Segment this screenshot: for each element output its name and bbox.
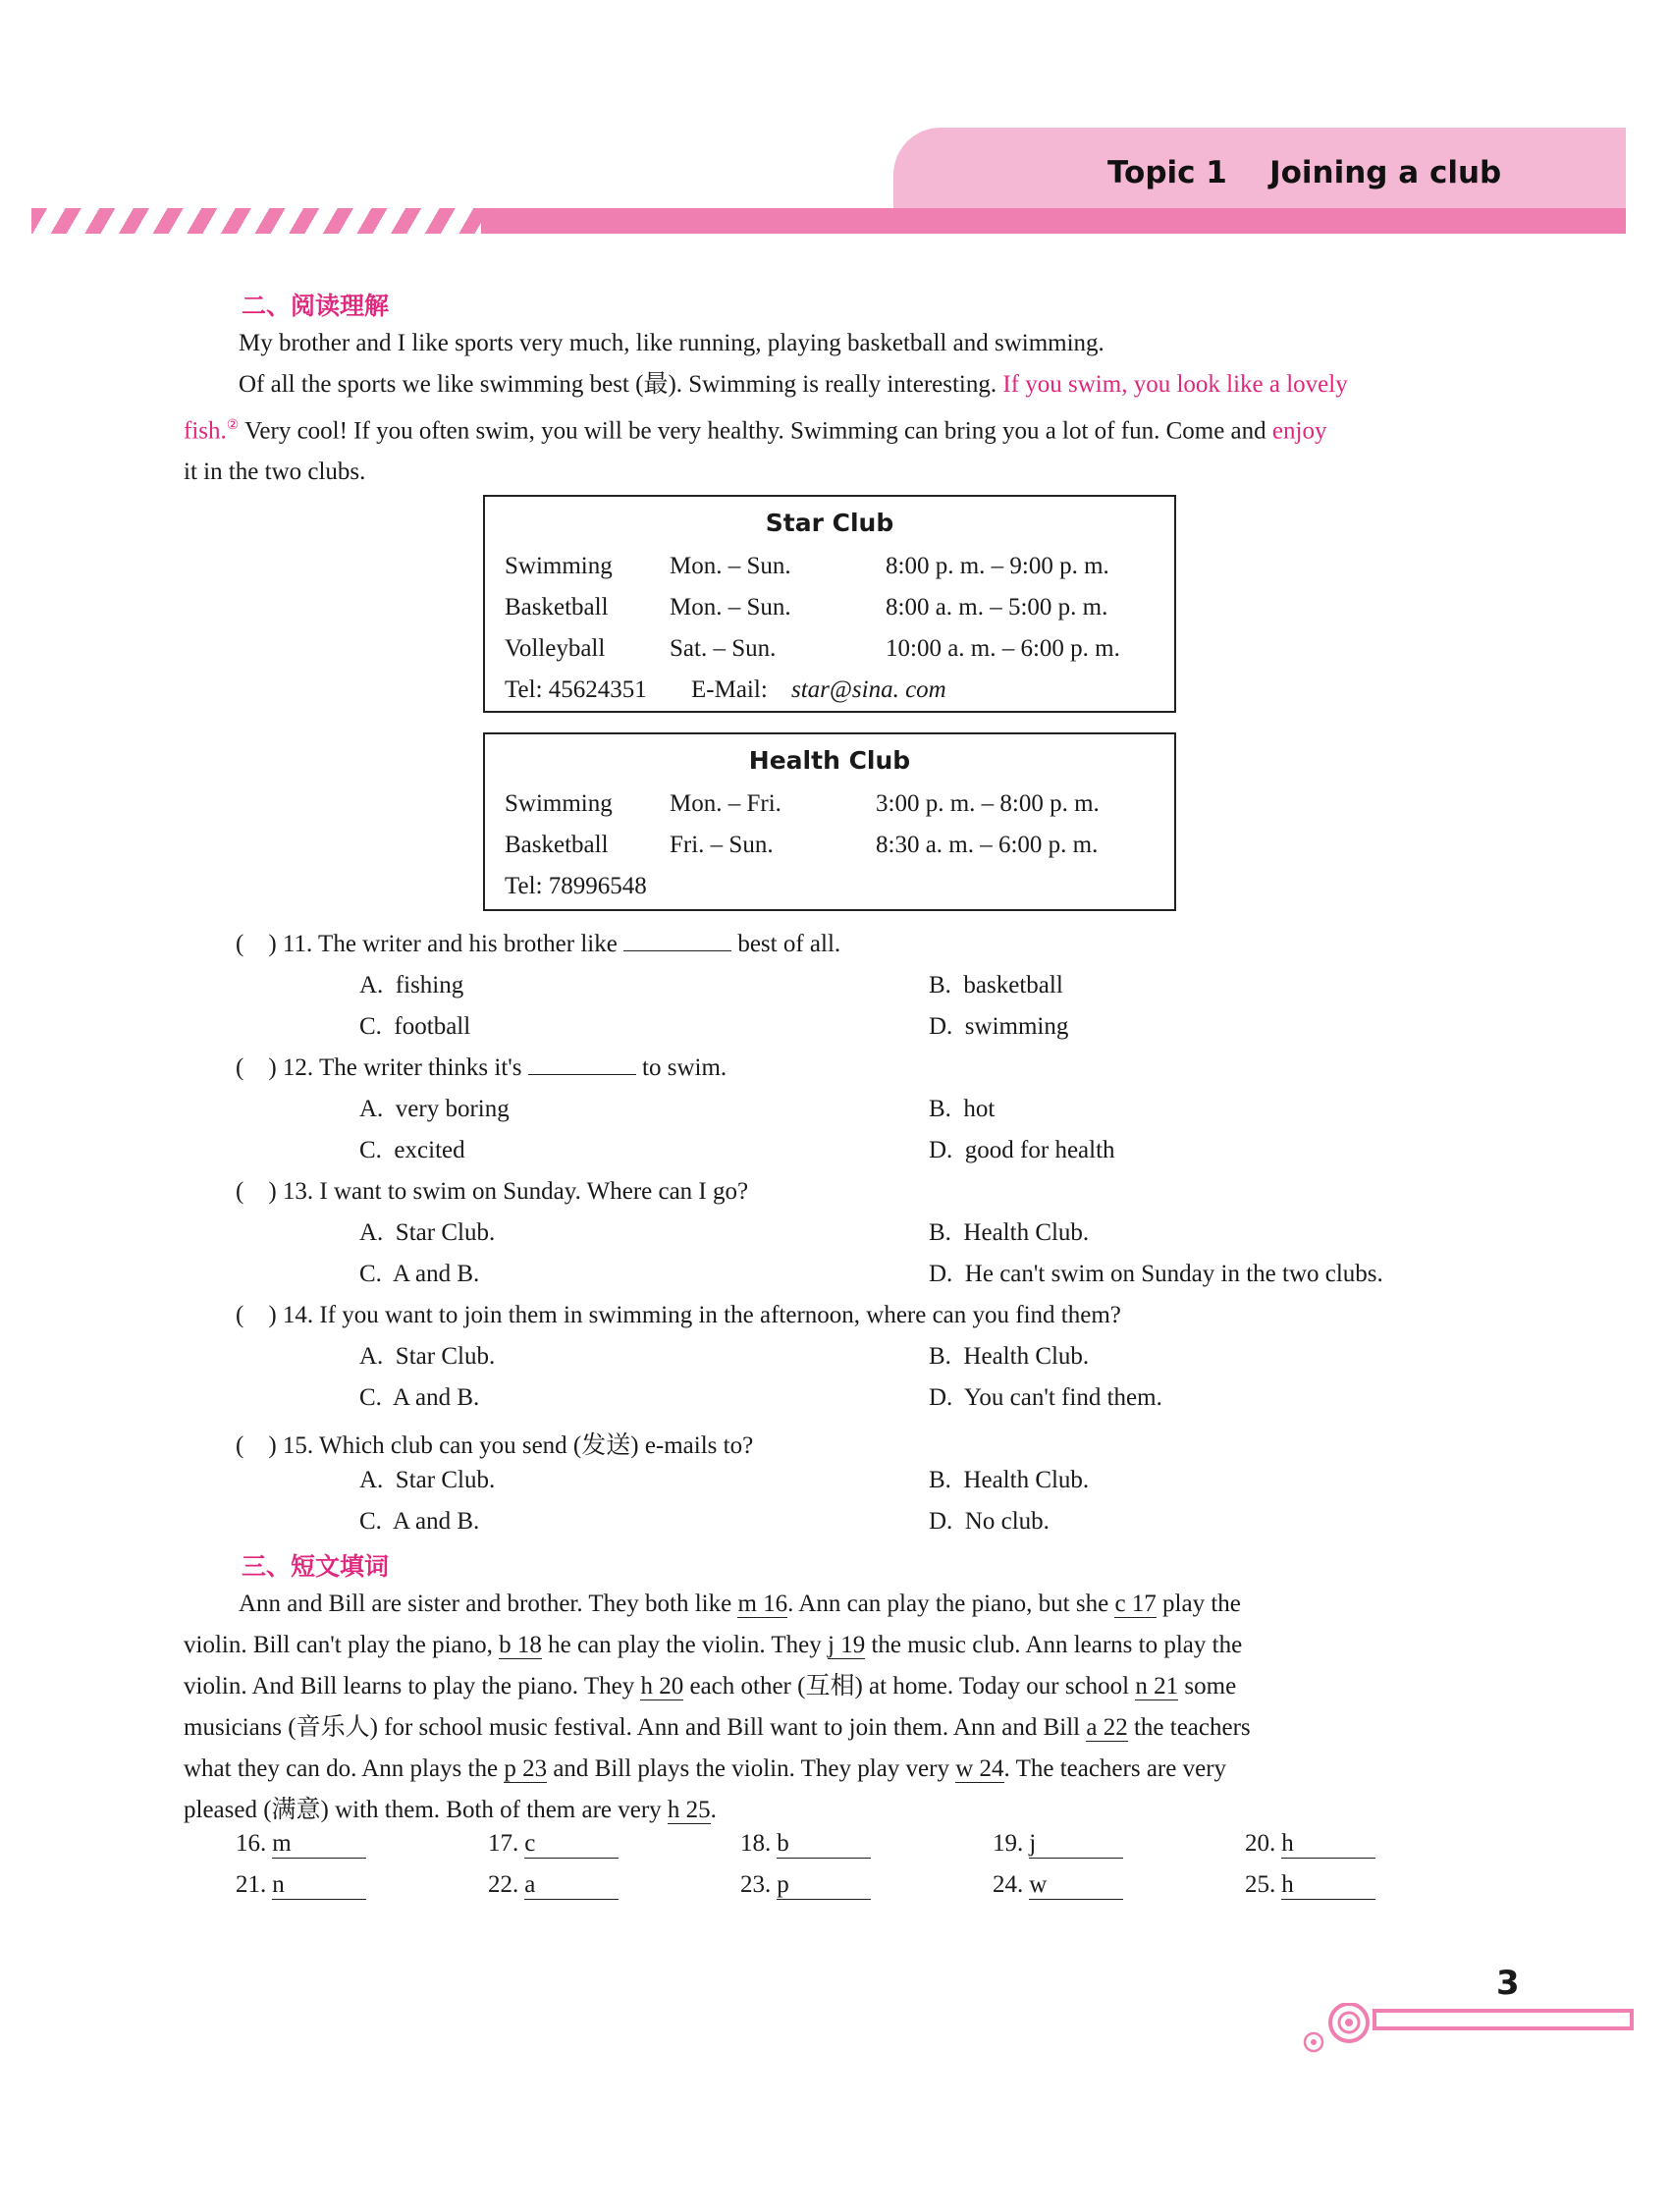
star-tel: Tel: 45624351 [505,676,647,703]
star-row-2-time: 8:00 a. m. – 5:00 p. m. [886,594,1108,620]
cloze-blank-21[interactable]: n 21 [1135,1673,1179,1699]
option-13b: B. Health Club. [929,1219,1090,1246]
option-11c: C. football [359,1013,471,1040]
answer-22: 22. a [488,1871,619,1900]
star-row-3-sport: Volleyball [505,635,606,662]
option-13c: C. A and B. [359,1261,480,1287]
answer-23: 23. p [740,1871,871,1900]
question-15: ( ) 15. Which club can you send (发送) e-mails to? [236,1432,754,1459]
reading-passage [184,323,1474,493]
header-rule [481,208,1626,234]
cloze-blank-17[interactable]: c 17 [1114,1591,1157,1617]
star-row-3-time: 10:00 a. m. – 6:00 p. m. [886,635,1120,662]
cloze-line-2: violin. Bill can't play the piano, b 18 he can play the violin. They j 19 the music club. Ann learns to play the [184,1632,1243,1658]
cloze-line-4: musicians (音乐人) for school music festival. Ann and Bill want to join them. Ann and Bill a 22 the teachers [184,1714,1251,1741]
star-row-1-sport: Swimming [505,553,613,579]
star-row-2-days: Mon. – Sun. [670,594,791,620]
question-11: ( ) 11. The writer and his brother like best of all. [236,931,841,957]
answer-21: 21. n [236,1871,366,1900]
health-row-1-sport: Swimming [505,790,613,817]
answer-16: 16. m [236,1830,366,1859]
option-12b: B. hot [929,1096,996,1122]
health-club-box [483,732,1176,911]
page-number: 3 [1496,1964,1520,2003]
health-tel: Tel: 78996548 [505,873,647,899]
question-13: ( ) 13. I want to swim on Sunday. Where can I go? [236,1178,749,1205]
option-11a: A. fishing [359,972,464,998]
star-email: star@sina. com [791,676,946,703]
cloze-blank-16[interactable]: m 16 [737,1591,788,1617]
answer-25: 25. h [1245,1871,1375,1900]
star-club-title: Star Club [765,509,894,537]
cloze-line-1: Ann and Bill are sister and brother. They both like m 16. Ann can play the piano, but she c 17 play the [239,1591,1241,1617]
option-14d: D. You can't find them. [929,1384,1162,1411]
cloze-blank-19[interactable]: j 19 [828,1632,866,1658]
cloze-blank-25[interactable]: h 25 [667,1797,711,1823]
star-email-label: E-Mail: [691,676,768,703]
question-14: ( ) 14. If you want to join them in swimming in the afternoon, where can you find them? [236,1302,1121,1328]
option-12a: A. very boring [359,1096,510,1122]
answer-24: 24. w [993,1871,1123,1900]
passage-line-3: fish.② Very cool! If you often swim, you will be very healthy. Swimming can bring you a lot of fun. Come and enjoy [184,417,1327,445]
cloze-line-3: violin. And Bill learns to play the piano. They h 20 each other (互相) at home. Today our school n 21 some [184,1673,1237,1699]
answer-20: 20. h [1245,1830,1375,1859]
option-15c: C. A and B. [359,1508,480,1535]
cloze-blank-24[interactable]: w 24 [955,1755,1004,1782]
answer-17: 17. c [488,1830,619,1859]
option-15d: D. No club. [929,1508,1050,1535]
cloze-line-6: pleased (满意) with them. Both of them are very h 25. [184,1797,717,1823]
star-row-2-sport: Basketball [505,594,609,620]
cloze-blank-20[interactable]: h 20 [640,1673,684,1699]
star-club-box [483,495,1176,713]
passage-line-4: it in the two clubs. [184,459,366,486]
option-13a: A. Star Club. [359,1219,496,1246]
option-15a: A. Star Club. [359,1467,496,1493]
option-15b: B. Health Club. [929,1467,1090,1493]
passage-line-2: Of all the sports we like swimming best (最). Swimming is really interesting. If you swim, you look like a lovely [239,371,1348,398]
option-13d: D. He can't swim on Sunday in the two clubs. [929,1261,1383,1287]
header-stripes [31,208,493,234]
option-12c: C. excited [359,1137,465,1163]
option-12d: D. good for health [929,1137,1115,1163]
star-row-3-days: Sat. – Sun. [670,635,777,662]
health-row-2-sport: Basketball [505,832,609,858]
option-14a: A. Star Club. [359,1343,496,1370]
star-row-1-time: 8:00 p. m. – 9:00 p. m. [886,553,1109,579]
section-heading-cloze: 三、短文填词 [242,1552,390,1581]
footer-decoration-icon [1296,2003,1640,2062]
answer-19: 19. j [993,1830,1123,1859]
answer-blank[interactable] [623,931,731,951]
passage-line-1: My brother and I like sports very much, like running, playing basketball and swimming. [239,330,1104,356]
health-row-2-time: 8:30 a. m. – 6:00 p. m. [876,832,1099,858]
answer-blank[interactable] [528,1054,636,1075]
option-11d: D. swimming [929,1013,1069,1040]
footnote-marker: ② [226,418,240,433]
cloze-blank-23[interactable]: p 23 [504,1755,548,1782]
health-club-title: Health Club [748,746,911,775]
option-14b: B. Health Club. [929,1343,1090,1370]
health-row-1-days: Mon. – Fri. [670,790,781,817]
section-heading-reading: 二、阅读理解 [242,292,390,320]
cloze-blank-18[interactable]: b 18 [499,1632,542,1658]
option-14c: C. A and B. [359,1384,480,1411]
cloze-passage [184,1584,1474,1831]
question-12: ( ) 12. The writer thinks it's to swim. [236,1054,727,1081]
header-title: Topic 1 Joining a club [1107,155,1502,190]
cloze-line-5: what they can do. Ann plays the p 23 and Bill plays the violin. They play very w 24. The teachers are very [184,1755,1227,1782]
answer-18: 18. b [740,1830,871,1859]
star-row-1-days: Mon. – Sun. [670,553,791,579]
cloze-blank-22[interactable]: a 22 [1086,1714,1128,1741]
health-row-2-days: Fri. – Sun. [670,832,774,858]
option-11b: B. basketball [929,972,1063,998]
health-row-1-time: 3:00 p. m. – 8:00 p. m. [876,790,1100,817]
